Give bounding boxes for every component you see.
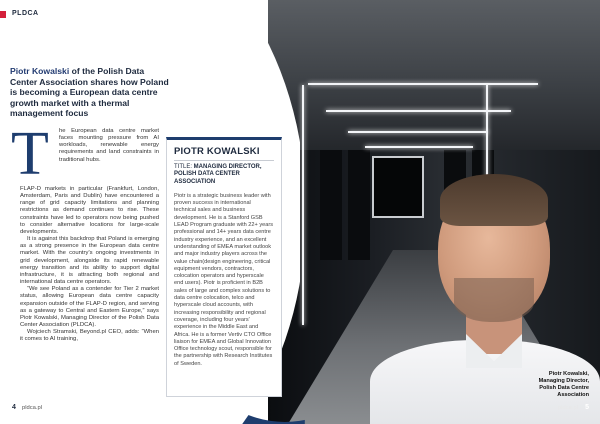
ceiling-light bbox=[348, 131, 488, 133]
portrait-beard bbox=[454, 278, 534, 322]
portrait-hair bbox=[440, 174, 548, 226]
profile-name: PIOTR KOWALSKI bbox=[174, 146, 274, 161]
article-lead bbox=[59, 128, 159, 164]
profile-bio: Piotr is a strategic business leader with proven success in international technical sales and business development. He is a Stanford GSB LEAD Program graduate with 22+ years professional and 14+ years data centre industry experience, and an excellent understanding of EMEA market outlook and major industry players across the value chain(design engineering, critical equipment vendors, contractors, colocation operators and hyperscale end users). Piotr is proficient in B2B sales of large and complex solutions to data centre colocation, telco and hyperscale cloud accounts, with increasing responsibility and regional coverage, including four years' experience in the Middle East and Africa. He is a former Vertiv CTO Office liaison for EMEA and Global Innovation Office technology scout, responsible for the partnership with Research Institutes of Sweden. bbox=[174, 192, 274, 367]
body-paragraph: “We see Poland as a contender for Tier 2 market status, allowing European data centre capacity expansion outside of the FLAP-D region, and serving as a gateway to Central and Eastern Europe,” says Piotr Kowalski, Managing Director of the Polish Data Center Association (PLDCA). bbox=[20, 286, 159, 328]
body-paragraph: It is against this backdrop that Poland is emerging as a strong presence in the European data centre market. With the country's ongoing investments in grid development, alongside its rapid renewable energy transition and its ability to support digital infrastructure, it is attracting both regional and international data centre operators. bbox=[20, 236, 159, 286]
server-rack bbox=[320, 150, 342, 260]
caption-line: Managing Director, bbox=[538, 378, 589, 384]
ceiling-light bbox=[308, 83, 538, 85]
page-number-left: 4 bbox=[12, 404, 16, 411]
photo-caption bbox=[479, 371, 589, 399]
headline-name: Piotr Kowalski bbox=[10, 66, 70, 76]
drop-cap: T bbox=[11, 120, 49, 188]
profile-title bbox=[174, 164, 274, 186]
headline-text: of the Polish Data Center Association shares how Poland is becoming a European data centre growth market with a thermal management focus bbox=[10, 66, 169, 119]
caption-line: Association bbox=[557, 392, 589, 398]
site-url-left[interactable]: pldca.pl bbox=[22, 405, 42, 411]
article-body bbox=[20, 186, 159, 343]
ceiling-light bbox=[365, 146, 473, 148]
profile-box bbox=[166, 137, 282, 397]
profile-title-value: MANAGING DIRECTOR, POLISH DATA CENTER ASSOCIATION bbox=[174, 164, 262, 185]
brand-label: PLDCA bbox=[12, 10, 39, 17]
corridor-ceiling bbox=[268, 0, 600, 150]
site-url-right[interactable]: pldca.pl bbox=[558, 405, 578, 411]
caption-line: Polish Data Centre bbox=[539, 385, 589, 391]
lead-paragraph: he European data centre market faces mounting pressure from AI workloads, renewable energy requirements and land constraints in traditional hubs. bbox=[59, 128, 159, 163]
caption-line: Piotr Kowalski, bbox=[548, 371, 589, 377]
brand-accent-bar bbox=[0, 11, 6, 18]
body-paragraph: Wojciech Stramski, Beyond.pl CEO, adds: “When it comes to AI training, bbox=[20, 329, 159, 343]
profile-title-label: TITLE: bbox=[174, 164, 194, 170]
body-paragraph: FLAP-D markets in particular (Frankfurt, London, Amsterdam, Paris and Dublin) have encountered a range of grid capacity limitations and planning restrictions as demand continues to rise. These constraints have led to operators now being pushed to consider alternative locations for large-scale developments. bbox=[20, 186, 159, 235]
page-number-right: 5 bbox=[585, 404, 589, 411]
ceiling-light bbox=[326, 110, 511, 112]
article-headline bbox=[10, 66, 170, 119]
